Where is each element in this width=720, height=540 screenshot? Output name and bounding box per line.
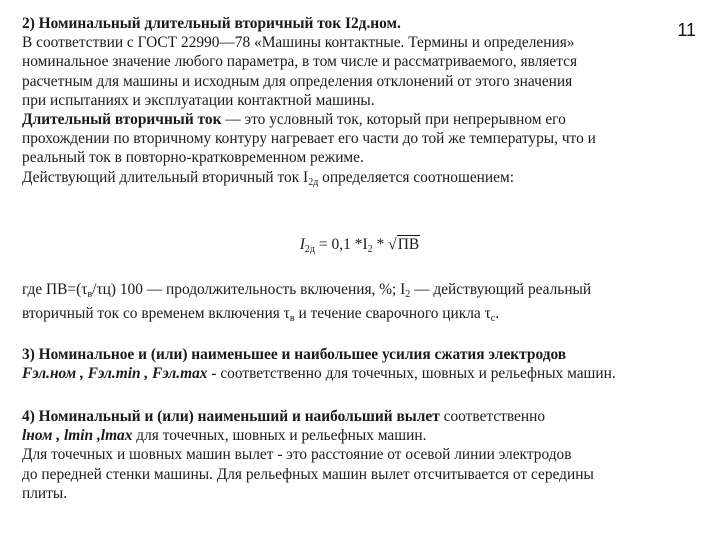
section-2-heading: 2) Номинальный длительный вторичный ток I2д.ном. — [22, 15, 401, 32]
formula: $I_{2д} = 0,1$ $*I_2 * √ПВ$ — [299, 236, 420, 255]
section-3: 3) Номинальное и (или) наименьшее и наибольшее усилия сжатия электродов Fэл.ном , Fэл.min , Fэл.max - соответственно для точечных, шовных и рельефных машин. — [22, 345, 696, 383]
page-number: 11 — [677, 20, 696, 40]
para-line: плиты. — [22, 484, 68, 502]
sqrt-radicand: ПВ — [397, 236, 420, 253]
para-line: расчетным для машины и исходным для определения отклонений от этого значения — [22, 72, 573, 90]
section-4: 4) Номинальный и (или) наименьший и наибольший вылет соответственно lном , lmin ,lmax для точечных, шовных и рельефных машин. Для точечных и шовных машин вылет - это расстояние от осевой линии электродов до передней стенки машины. Для рельефных машин вылет отсчитывается от середины плиты. — [22, 407, 696, 503]
reach-symbols: lном , lmin ,lmax — [22, 427, 133, 445]
para-line: при испытаниях и эксплуатации контактной машины. — [22, 91, 375, 109]
section-3-heading: 3) Номинальное и (или) наименьшее и наибольшее усилия сжатия электродов — [22, 346, 567, 363]
section-2 — [22, 14, 696, 192]
formula-explanation: где $ПВ=(\tau_в/\tau ц)$ 100 — продолжительность включения, %; $I_2$ — действующий реальный вторичный ток со временем включения $\tau_в$ и течение сварочного цикла $\tau_с$. — [22, 281, 592, 325]
para-line: Для точечных и шовных машин вылет - это расстояние от осевой линии электродов — [22, 446, 572, 464]
para-line: до передней стенки машины. Для рельефных машин вылет отсчитывается от середины — [22, 465, 594, 483]
ratio-line: Действующий длительный вторичный ток $I_{2д}$ определяется соотношением: — [22, 168, 514, 188]
definition-line: Длительный вторичный ток — это условный ток, который при непрерывном его — [22, 111, 566, 129]
para-line: реальный ток в повторно-кратковременном режиме. — [22, 149, 364, 167]
force-symbols: Fэл.ном , Fэл.min , Fэл.max — [22, 365, 208, 383]
para-line: В соответствии с ГОСТ 22990—78 «Машины контактные. Термины и определения» — [22, 34, 575, 52]
section-4-heading: 4) Номинальный и (или) наименьший и наибольший вылет соответственно — [22, 408, 546, 425]
definition-term: Длительный вторичный ток — [22, 111, 222, 129]
para-line: прохождении по вторичному контуру нагревает его части до той же температуры, что и — [22, 130, 596, 148]
para-line: номинальное значение любого параметра, в том числе и рассматриваемого, является — [22, 53, 578, 71]
